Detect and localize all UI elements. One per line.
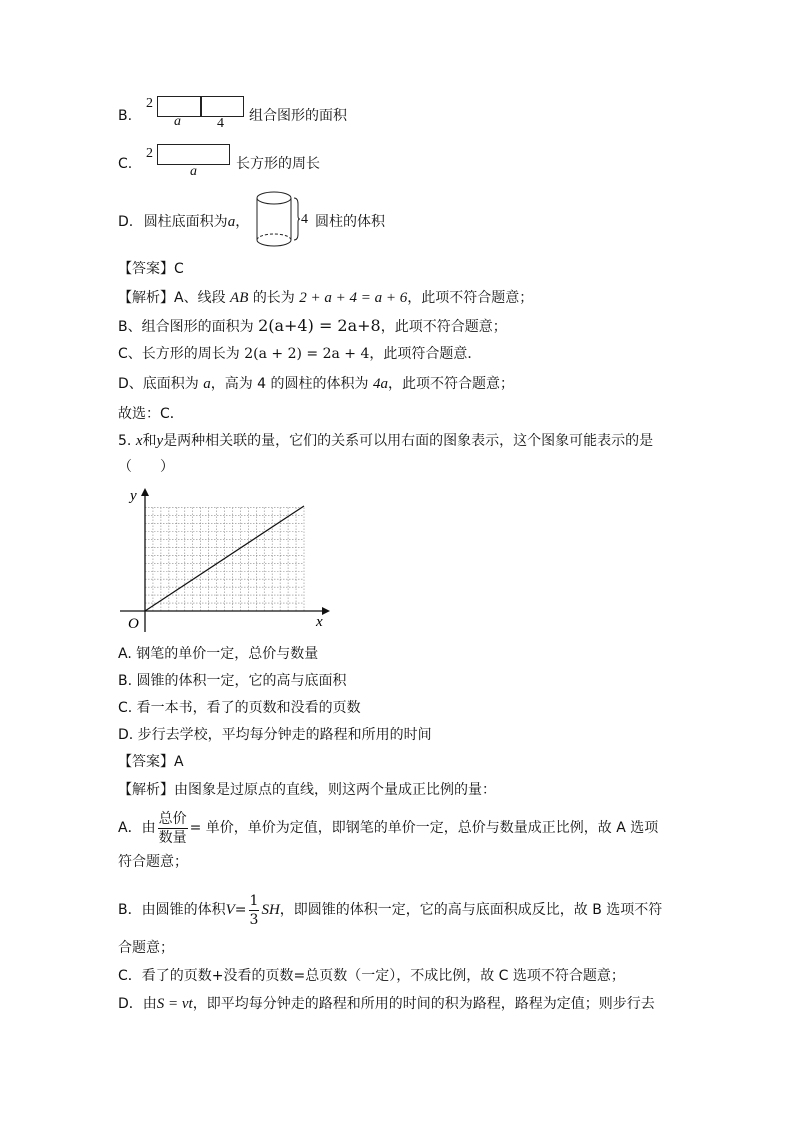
- analysis-4-c-head: C、长方形的周长为: [118, 346, 240, 362]
- option-b-rect-right: [200, 96, 244, 117]
- analysis-4-b-expr: 2(a+4) = 2a+8: [258, 316, 381, 335]
- fraction-total-over-quantity: [158, 810, 188, 847]
- y-axis-arrow: [141, 488, 149, 496]
- cylinder-bottom-front: [257, 240, 291, 246]
- option-d: [118, 212, 249, 232]
- answer-5: 【答案】A: [118, 754, 184, 770]
- option-b: [118, 106, 132, 126]
- proportion-graph: [118, 486, 330, 638]
- option-d-text: 圆柱的体积: [315, 214, 385, 230]
- option-b-label: B.: [118, 108, 133, 124]
- answer-4: 【答案】C: [118, 261, 184, 277]
- analysis-4-c-expr: 2(a + 2) = 2a + 4: [244, 346, 370, 362]
- question-5-and: 和: [142, 433, 157, 449]
- q5-option-c: C. 看一本书，看了的页数和没看的页数: [118, 700, 361, 716]
- analysis-4-pick: 故选：C．: [118, 406, 184, 422]
- option-d-four: 4: [301, 212, 308, 227]
- analysis-4-d-head: D、底面积为: [118, 376, 199, 392]
- option-b-four-label: 4: [217, 116, 224, 131]
- option-c-label: C.: [118, 156, 133, 172]
- fraction-denominator: 数量: [158, 829, 187, 846]
- analysis-5-b: [118, 888, 662, 932]
- question-5-paren: （ ）: [118, 459, 174, 475]
- analysis-4-b: [118, 316, 507, 337]
- analysis-4-a: [118, 288, 533, 308]
- option-c-width-label: 2: [146, 146, 153, 161]
- analysis-4-c: [118, 344, 481, 364]
- analysis-5-a-pre: A．由: [118, 820, 156, 836]
- q5-option-b: B. 圆锥的体积一定，它的高与底面积: [118, 673, 347, 689]
- analysis-5-b-pre: B．由圆锥的体积: [118, 902, 226, 918]
- analysis-4-b-tail: ，此项不符合题意；: [380, 319, 507, 335]
- option-b-text: 组合图形的面积: [249, 108, 347, 124]
- analysis-5-b-cont: 合题意；: [118, 940, 174, 956]
- analysis-5-d-pre: D．由: [118, 996, 157, 1012]
- question-5-x: x: [135, 433, 143, 449]
- option-c-text: 长方形的周长: [236, 156, 320, 172]
- x-axis-arrow: [322, 607, 330, 615]
- analysis-4-a-expr: 2 + a + 4 = a + 6: [299, 290, 408, 306]
- cylinder-figure: [254, 190, 302, 250]
- y-axis-label: y: [130, 488, 137, 504]
- option-d-a: a: [227, 214, 236, 230]
- fraction-one-third: [249, 892, 260, 929]
- option-d-comma: ，: [235, 214, 250, 230]
- q5-option-a: A. 钢笔的单价一定，总价与数量: [118, 646, 319, 662]
- question-5-text: 是两种相关联的量，它们的关系可以用右面的图象表示，这个图象可能表示的是: [163, 433, 654, 449]
- question-5-number: 5.: [118, 433, 132, 449]
- height-brace: [294, 198, 300, 240]
- option-c: [118, 154, 132, 174]
- analysis-5-b-v: V: [225, 902, 235, 918]
- analysis-4-c-tail: ，此项符合题意．: [369, 346, 482, 362]
- question-5-y: y: [156, 433, 164, 449]
- fraction-one-third-den: 3: [249, 911, 259, 928]
- question-5: [118, 431, 653, 451]
- analysis-4-a-mid: 的长为: [252, 290, 295, 306]
- option-d-pre: 圆柱底面积为: [143, 214, 228, 230]
- analysis-4-d-mid: ，高为 4 的圆柱的体积为: [210, 376, 369, 392]
- cylinder-bottom-back: [257, 234, 291, 240]
- analysis-5-a: [118, 806, 658, 850]
- option-b-a-label: a: [174, 114, 181, 129]
- analysis-5-d-expr: S = vt: [156, 996, 193, 1012]
- q5-option-d: D. 步行去学校，平均每分钟走的路程和所用的时间: [118, 727, 432, 743]
- analysis-5-a-eq: = 单价: [189, 820, 234, 836]
- cylinder-top: [257, 192, 291, 204]
- analysis-5-intro: 【解析】由图象是过原点的直线，则这两个量成正比例的量：: [118, 782, 496, 798]
- analysis-5-c: C．看了的页数+没看的页数=总页数（一定），不成比例，故 C 选项不符合题意；: [118, 968, 625, 984]
- option-b-width-label: 2: [146, 96, 153, 111]
- analysis-5-d-tail: ，即平均每分钟走的路程和所用的时间的积为路程，路程为定值；则步行去: [192, 996, 655, 1012]
- analysis-4-d-a: a: [203, 376, 211, 392]
- analysis-4-b-head: B、组合图形的面积为: [118, 319, 254, 335]
- analysis-4-d-tail: ，此项不符合题意；: [388, 376, 514, 392]
- option-d-label: D.: [118, 214, 134, 230]
- analysis-4-d-expr: 4a: [373, 376, 388, 392]
- analysis-5-a-cont: 符合题意；: [118, 854, 188, 870]
- x-axis-label: x: [316, 614, 323, 630]
- fraction-numerator: 总价: [158, 810, 187, 827]
- analysis-5-b-sh: SH: [261, 902, 280, 918]
- option-c-a-label: a: [190, 164, 197, 179]
- analysis-4-d: [118, 374, 514, 394]
- analysis-5-a-tail: ，单价为定值，即钢笔的单价一定，总价与数量成正比例，故 A 选项: [233, 820, 659, 836]
- option-c-rect: [157, 144, 230, 165]
- analysis-5-b-tail: ，即圆锥的体积一定，它的高与底面积成反比，故 B 选项不符: [279, 902, 663, 918]
- analysis-4-a-head: 【解析】A、线段: [118, 290, 226, 306]
- analysis-4-a-tail: ，此项不符合题意；: [407, 290, 534, 306]
- analysis-5-b-eq: =: [234, 902, 247, 918]
- segment-ab: AB: [230, 290, 249, 306]
- origin-label: O: [128, 616, 139, 632]
- fraction-one-third-num: 1: [249, 892, 259, 909]
- analysis-5-d: [118, 994, 655, 1014]
